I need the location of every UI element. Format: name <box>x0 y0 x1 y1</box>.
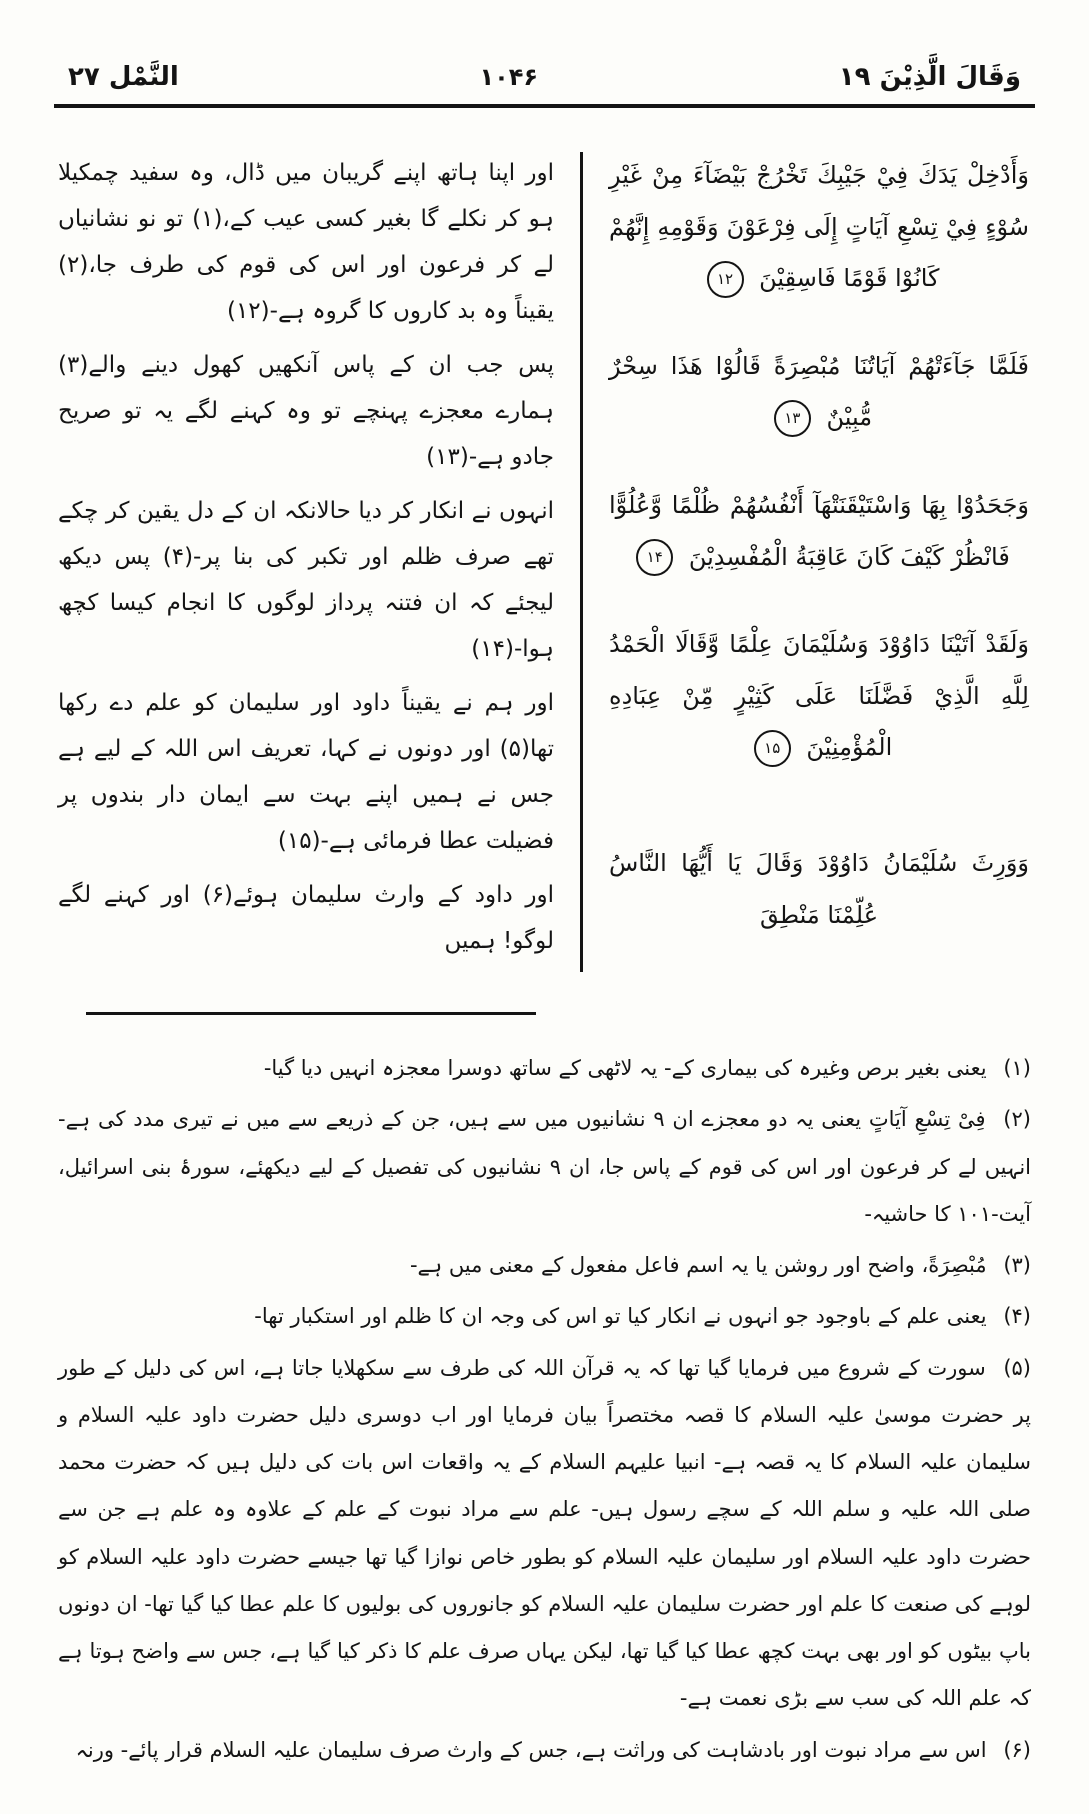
footnote-1 <box>58 1045 1031 1092</box>
verse-text: وَوَرِثَ سُلَيْمَانُ دَاوُوْدَ وَقَالَ يَا أَيُّهَا النَّاسُ عُلِّمْنَا مَنْطِقَ <box>609 848 1029 929</box>
footnote-number: (۱) <box>1003 1056 1031 1080</box>
ayah-number-badge: ۱۳ <box>774 400 811 437</box>
verse-text: فَلَمَّا جَآءَتْهُمْ آيَاتُنَا مُبْصِرَةً قَالُوْا هَذَا سِحْرٌ مُّبِيْنٌ <box>609 351 1029 432</box>
footnote-separator-rule <box>86 1012 536 1015</box>
column-divider <box>580 152 583 972</box>
ayah-number-badge: ۱۴ <box>636 539 673 576</box>
footnote-number: (۴) <box>1003 1304 1031 1329</box>
footnote-5 <box>58 1345 1031 1723</box>
ayah-number-badge: ۱۲ <box>707 261 744 298</box>
translation-paragraph: پس جب ان کے پاس آنکھیں کھول دینے والے(۳) ہمارے معجزے پہنچے تو وہ کہنے لگے یہ تو صریح جادو ہے-(۱۳) <box>58 352 554 470</box>
translation-paragraph: اور اپنا ہاتھ اپنے گریبان میں ڈال، وہ سفید چمکیلا ہو کر نکلے گا بغیر کسی عیب کے،(۱) تو نو نشانیاں لے کر فرعون اور اس کی قوم کی طرف جا،(۲) یقیناً وہ بد کاروں کا گروہ ہے-(۱۲) <box>58 160 554 324</box>
footnote-6 <box>58 1727 1031 1774</box>
page-number: ۱۰۴۶ <box>479 63 539 91</box>
header-rule <box>54 104 1035 108</box>
footnote-2 <box>58 1096 1031 1238</box>
surah-marker: النَّمْل ۲۷ <box>68 62 179 92</box>
verse-text: وَجَحَدُوْا بِهَا وَاسْتَيْقَنَتْهَآ أَنْفُسُهُمْ ظُلْمًا وَّعُلُوًّا فَانْظُرْ كَيْفَ كَانَ عَاقِبَةُ الْمُفْسِدِيْنَ <box>609 490 1029 571</box>
footnote-text: اس سے مراد نبوت اور بادشاہت کی وراثت ہے، جس کے وارث صرف سلیمان علیہ السلام قرار پائے- ورنہ <box>75 1737 987 1762</box>
arabic-verse-13 <box>609 341 1029 444</box>
footnote-text: یعنی علم کے باوجود جو انہوں نے انکار کیا تو اس کی وجہ ان کا ظلم اور استکبار تھا- <box>254 1304 987 1329</box>
footnote-number: (۲) <box>1003 1107 1031 1132</box>
footnote-text: فِیْ تِسْعِ آیَاتٍ یعنی یہ دو معجزے ان ۹ نشانیوں میں سے ہیں، جن کے ذریعے سے میں نے تیری مدد کی ہے- انہیں لے کر فرعون اور اس کی قوم کے پاس جا، ان ۹ نشانیوں کی تفصیل کے لیے دیکھئے، سورۂ بنی اسرائیل، آیت-۱۰۱ کا حاشیہ- <box>58 1107 1031 1226</box>
arabic-verse-column <box>583 150 1035 972</box>
footnote-number: (۳) <box>1003 1253 1031 1277</box>
footnotes-section <box>54 1045 1035 1774</box>
arabic-verse-15 <box>609 619 1029 774</box>
footnote-number: (۶) <box>1003 1737 1031 1762</box>
footnote-text: یعنی بغیر برص وغیرہ کی بیماری کے- یہ لاٹھی کے ساتھ دوسرا معجزہ انہیں دیا گیا- <box>263 1056 987 1080</box>
ayah-number-badge: ۱۵ <box>754 730 791 767</box>
verse-text: وَأَدْخِلْ يَدَكَ فِيْ جَيْبِكَ تَخْرُجْ بَيْضَآءَ مِنْ غَيْرِ سُوْءٍ فِيْ تِسْعِ آيَاتٍ إِلَى فِرْعَوْنَ وَقَوْمِهِ إِنَّهُمْ كَانُوْا قَوْمًا فَاسِقِيْنَ <box>609 161 1029 293</box>
translation-paragraph: اور ہم نے یقیناً داود اور سلیمان کو علم دے رکھا تھا(۵) اور دونوں نے کہا، تعریف اس اللہ کے لیے ہے جس نے ہمیں اپنے بہت سے ایمان دار بندوں پر فضیلت عطا فرمائی ہے-(۱۵) <box>58 690 554 854</box>
footnote-3 <box>58 1242 1031 1289</box>
footnote-text: مُبْصِرَةً، واضح اور روشن یا یہ اسم فاعل مفعول کے معنی میں ہے- <box>409 1253 987 1277</box>
juz-marker: وَقَالَ الَّذِيْنَ ۱۹ <box>838 62 1021 92</box>
arabic-verse-12 <box>609 150 1029 305</box>
translation-paragraph: اور داود کے وارث سلیمان ہوئے(۶) اور کہنے لگے لوگو! ہمیں <box>58 882 554 954</box>
urdu-translation-column <box>54 150 580 972</box>
footnote-number: (۵) <box>1003 1355 1031 1380</box>
page-header <box>54 62 1035 92</box>
verse-text: وَلَقَدْ آتَيْنَا دَاوُوْدَ وَسُلَيْمَانَ عِلْمًا وَّقَالَا الْحَمْدُ لِلَّهِ الَّذِيْ فَضَّلَنَا عَلَى كَثِيْرٍ مِّنْ عِبَادِهِ الْمُؤْمِنِيْنَ <box>609 630 1029 762</box>
footnote-4 <box>58 1293 1031 1340</box>
translation-paragraph: انہوں نے انکار کر دیا حالانکہ ان کے دل یقین کر چکے تھے صرف ظلم اور تکبر کی بنا پر-(۴) پس دیکھ لیجئے کہ ان فتنہ پرداز لوگوں کا انجام کیسا کچھ ہوا-(۱۴) <box>58 498 554 662</box>
page-body <box>54 150 1035 972</box>
arabic-verse-14 <box>609 480 1029 583</box>
arabic-verse-16-partial <box>609 838 1029 941</box>
footnote-text: سورت کے شروع میں فرمایا گیا تھا کہ یہ قرآن اللہ کی طرف سے سکھلایا جاتا ہے، اس کی دلیل کے طور پر حضرت موسیٰ علیہ السلام کا قصہ مختصراً بیان فرمایا اور اب دوسری دلیل حضرت داود علیہ السلام و سلیمان علیہ السلام کا یہ قصہ ہے- انبیا علیہم السلام کے یہ واقعات اس بات کی دلیل ہیں کہ حضرت محمد صلی اللہ علیہ و سلم اللہ کے سچے رسول ہیں- علم سے مراد نبوت کے علم کے علاوہ وہ علم ہے جن سے حضرت داود علیہ السلام اور سلیمان علیہ السلام کو بطور خاص نوازا گیا تھا جیسے حضرت داود علیہ السلام کو لوہے کی صنعت کا علم اور حضرت سلیمان علیہ السلام کو جانوروں کی بولیوں کا علم عطا کیا گیا تھا- ان دونوں باپ بیٹوں کو اور بھی بہت کچھ عطا کیا گیا تھا، لیکن یہاں صرف علم کا ذکر کیا گیا ہے، جس سے واضح ہوتا ہے کہ علم اللہ کی سب سے بڑی نعمت ہے- <box>58 1355 1031 1711</box>
